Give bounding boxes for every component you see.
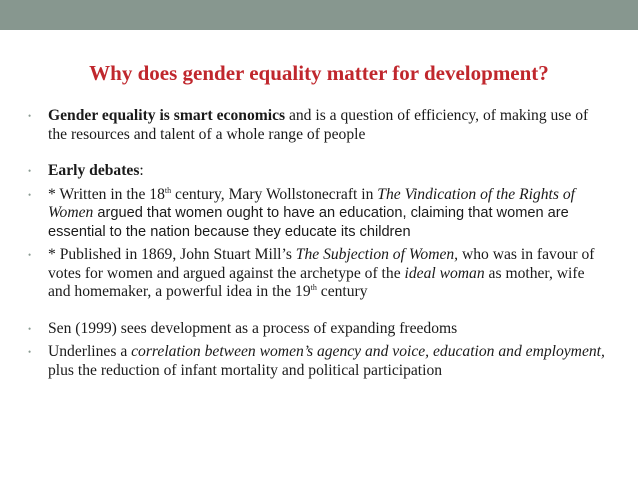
bullet-text: who was in favour of votes for women and argued against the archetype of the <box>48 246 595 282</box>
bullet-text: and is a question of efficiency, of making use of the resources and talent of a whole range of people <box>48 107 589 143</box>
top-bar <box>0 0 638 30</box>
bullet-bold-text: Gender equality is smart economics <box>48 107 286 124</box>
bullet-text: century <box>316 283 368 300</box>
italic-text: correlation between women’s agency and voice, education and employment, <box>131 343 605 360</box>
bullet-item <box>26 246 606 302</box>
bullet-item <box>26 107 606 144</box>
superscript: th <box>164 185 172 195</box>
bullet-list <box>26 107 606 380</box>
bullet-bold-text: Early debates <box>48 162 140 179</box>
bullet-text: : <box>139 162 144 179</box>
bullet-item <box>26 186 606 242</box>
italic-text: ideal woman <box>404 264 485 282</box>
bullet-item <box>26 343 606 380</box>
superscript: th <box>310 282 317 292</box>
bullet-icon: • <box>28 111 32 121</box>
bullet-text: plus the reduction of infant mortality and political participation <box>48 361 443 379</box>
bullet-text: Underlines a <box>48 343 132 360</box>
bullet-text: as mother, wife and homemaker, a powerful idea in the 19 <box>48 264 585 300</box>
book-title: The Subjection of Women, <box>295 246 459 263</box>
bullet-icon: • <box>28 250 32 260</box>
bullet-icon: • <box>28 323 32 334</box>
bullet-text: Sen (1999) sees development as a process of expanding freedoms <box>48 319 458 337</box>
bullet-text: * Published in 1869, John Stuart Mill’s <box>48 246 296 263</box>
bullet-icon: • <box>28 347 32 357</box>
bullet-item <box>26 162 606 181</box>
bullet-icon: • <box>28 166 32 176</box>
bullet-text: century, Mary Wollstonecraft in <box>171 185 378 203</box>
bullet-text: argued that women ought to have an education, claiming that women are essential to the nation because they educate its children <box>48 205 569 240</box>
bullet-text: * Written in the 18 <box>48 185 165 203</box>
slide-title: Why does gender equality matter for development? <box>89 61 549 85</box>
bullet-item <box>26 320 606 339</box>
bullet-icon: • <box>28 189 32 200</box>
book-title: The Vindication of the Rights of Women <box>48 185 575 221</box>
